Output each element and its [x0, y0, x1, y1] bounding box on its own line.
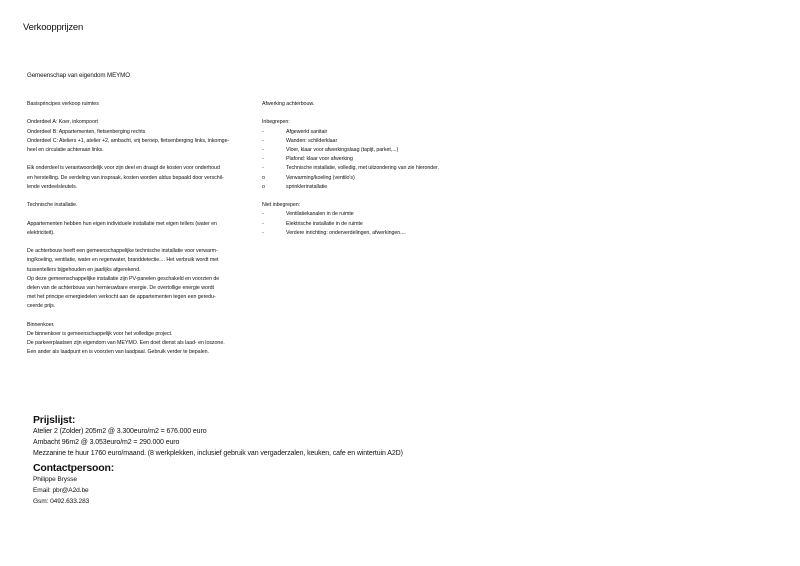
appartementen-paragraph [27, 220, 255, 238]
text-line: ing/koeling, ventilatie, water en regenwater, branddetectie.... Het verbruik wordt met [27, 257, 219, 264]
text-line: met het principe ernergiedelen verkocht aan de appartementen tegen een geredu- [27, 294, 216, 301]
text-line: Appartementen hebben hun eigen individuele installatie met eigen tellers (water en [27, 220, 217, 227]
contact-email: Email: pbr@A2d.be [33, 486, 89, 494]
page-title: Verkoopprijzen [23, 22, 84, 33]
list-item [262, 155, 512, 164]
list-marker: - [262, 156, 264, 163]
list-item-text: Verdere inrichting: onderverdelingen, afwerkingen.... [286, 229, 406, 236]
text-line: De parkeerplaatsen zijn eigendom van MEYMO. Een doet dienst als laad- en loszone. [27, 340, 225, 347]
list-item [262, 210, 512, 219]
text-line: delen van de achterbouw van hernieuwbare energie. De overtollige energie wordt [27, 284, 214, 291]
price-line: Mezzanine te huur 1760 euro/maand. (8 werkplekken, inclusief gebruik van vergaderzalen, keuken, cafe en wintertuin A2D) [33, 450, 403, 458]
text-line: elektriciteit). [27, 229, 55, 236]
list-item [262, 220, 512, 229]
text-line: ceerde prijs. [27, 303, 56, 310]
list-marker: - [262, 137, 264, 144]
technische-heading-paragraph [27, 201, 255, 210]
intro-line: Basisprincipes verkoop ruimtes [27, 101, 99, 107]
text-line: heel en circulatie achteraan links. [27, 147, 104, 153]
section-heading: Technische installatie. [27, 202, 78, 209]
list-marker: o [262, 183, 265, 190]
text-line: Onderdeel B: Appartementen, fietsenberging rechts [27, 128, 146, 135]
intro-paragraph [27, 100, 255, 109]
list-item-text: Afgewerkt sanitair [286, 128, 328, 135]
afwerking-heading-paragraph [262, 100, 512, 109]
text-line: lende verdeelsleutels. [27, 183, 78, 190]
list-item-text: Elektrische installatie in de ruimte [286, 220, 363, 227]
right-column [262, 100, 512, 247]
price-line: Ambacht 96m2 @ 3.053euro/m2 = 290.000 euro [33, 439, 180, 447]
text-line: Onderdeel A: Koer, inkompoort [27, 119, 98, 126]
contact-heading: Contactpersoon: [33, 461, 115, 474]
prijslijst-section [33, 414, 403, 507]
list-item [262, 146, 512, 155]
list-item-text: Vloer, klaar voor afwerkingslaag (tapijt, parket,...) [286, 147, 399, 153]
list-item [262, 164, 512, 173]
niet-inbegrepen-block [262, 201, 512, 238]
onderhoud-paragraph [27, 164, 255, 192]
list-item [262, 174, 512, 183]
text-line: Op deze gemeenschappelijke installatie zijn PV-panelen geschakeld en voorzien de [27, 275, 220, 282]
list-item-text: sprinklerinstallatie [286, 183, 328, 190]
contact-name: Philippe Brysse [33, 475, 77, 483]
inbegrepen-block [262, 118, 512, 192]
onderdelen-paragraph [27, 118, 255, 155]
list-item [262, 137, 512, 146]
text-line: en herstelling. De verdeling van inspraak, kosten worden aldus bepaald door verschil- [27, 174, 224, 181]
document-subtitle: Gemeenschap van eigendom MEYMO [27, 72, 130, 79]
list-item-text: Verwarming/koeling (ventilo's) [286, 174, 355, 181]
text-line: Elk onderdeel is verantwoordelijk voor zijn deel en draagt de kosten voor onderhoud [27, 165, 220, 172]
text-line: De achterbouw heeft een gemeenschappelijke technische installatie voor verwarm- [27, 248, 218, 255]
list-item-text: Technische installatie, volledig, met uitzondering van zie hieronder. [286, 165, 439, 172]
list-item [262, 183, 512, 192]
list-item-text: Ventilatiekanalen in de ruimte [286, 211, 354, 218]
inbegrepen-list [262, 128, 512, 192]
list-marker: - [262, 128, 264, 135]
list-marker: - [262, 147, 264, 153]
list-item-text: Wanden: schilderklaar [286, 137, 338, 144]
prijslijst-heading: Prijslijst: [33, 414, 76, 426]
text-line: Een ander als laadpunt en is voorzien van laadpaal. Gebruik verder te bepalen. [27, 349, 209, 356]
list-marker: - [262, 211, 264, 218]
list-marker: - [262, 229, 264, 236]
niet-inbegrepen-list [262, 210, 512, 238]
section-heading: Afwerking achterbouw. [262, 101, 315, 107]
text-line: Binnenkoer. [27, 321, 55, 328]
price-line: Atelier 2 (Zolder) 205m2 @ 3.300euro/m2 = 676.000 euro [33, 428, 207, 435]
list-marker: - [262, 165, 264, 172]
left-column [27, 100, 255, 367]
achterbouw-paragraph [27, 247, 255, 311]
text-line: De binnenkoer is gemeenschappelijk voor het volledige project. [27, 330, 173, 337]
text-line: tussentellers bijgehouden en jaarlijks afgerekend. [27, 266, 141, 273]
text-line: Onderdeel C: Ateliers +1, atelier +2, ambacht, vrij beroep, fietsenberging links, inkomge- [27, 137, 230, 144]
niet-inbegrepen-label: Niet inbegrepen: [262, 202, 301, 209]
contact-phone: Gsm: 0492.633.283 [33, 497, 90, 505]
list-item [262, 229, 512, 238]
list-item [262, 128, 512, 137]
list-marker: - [262, 220, 264, 227]
binnenkoer-paragraph [27, 321, 255, 358]
list-item-text: Plafond: klaar voor afwerking [286, 156, 353, 163]
inbegrepen-label: Inbegrepen: [262, 119, 290, 126]
list-marker: o [262, 174, 265, 181]
